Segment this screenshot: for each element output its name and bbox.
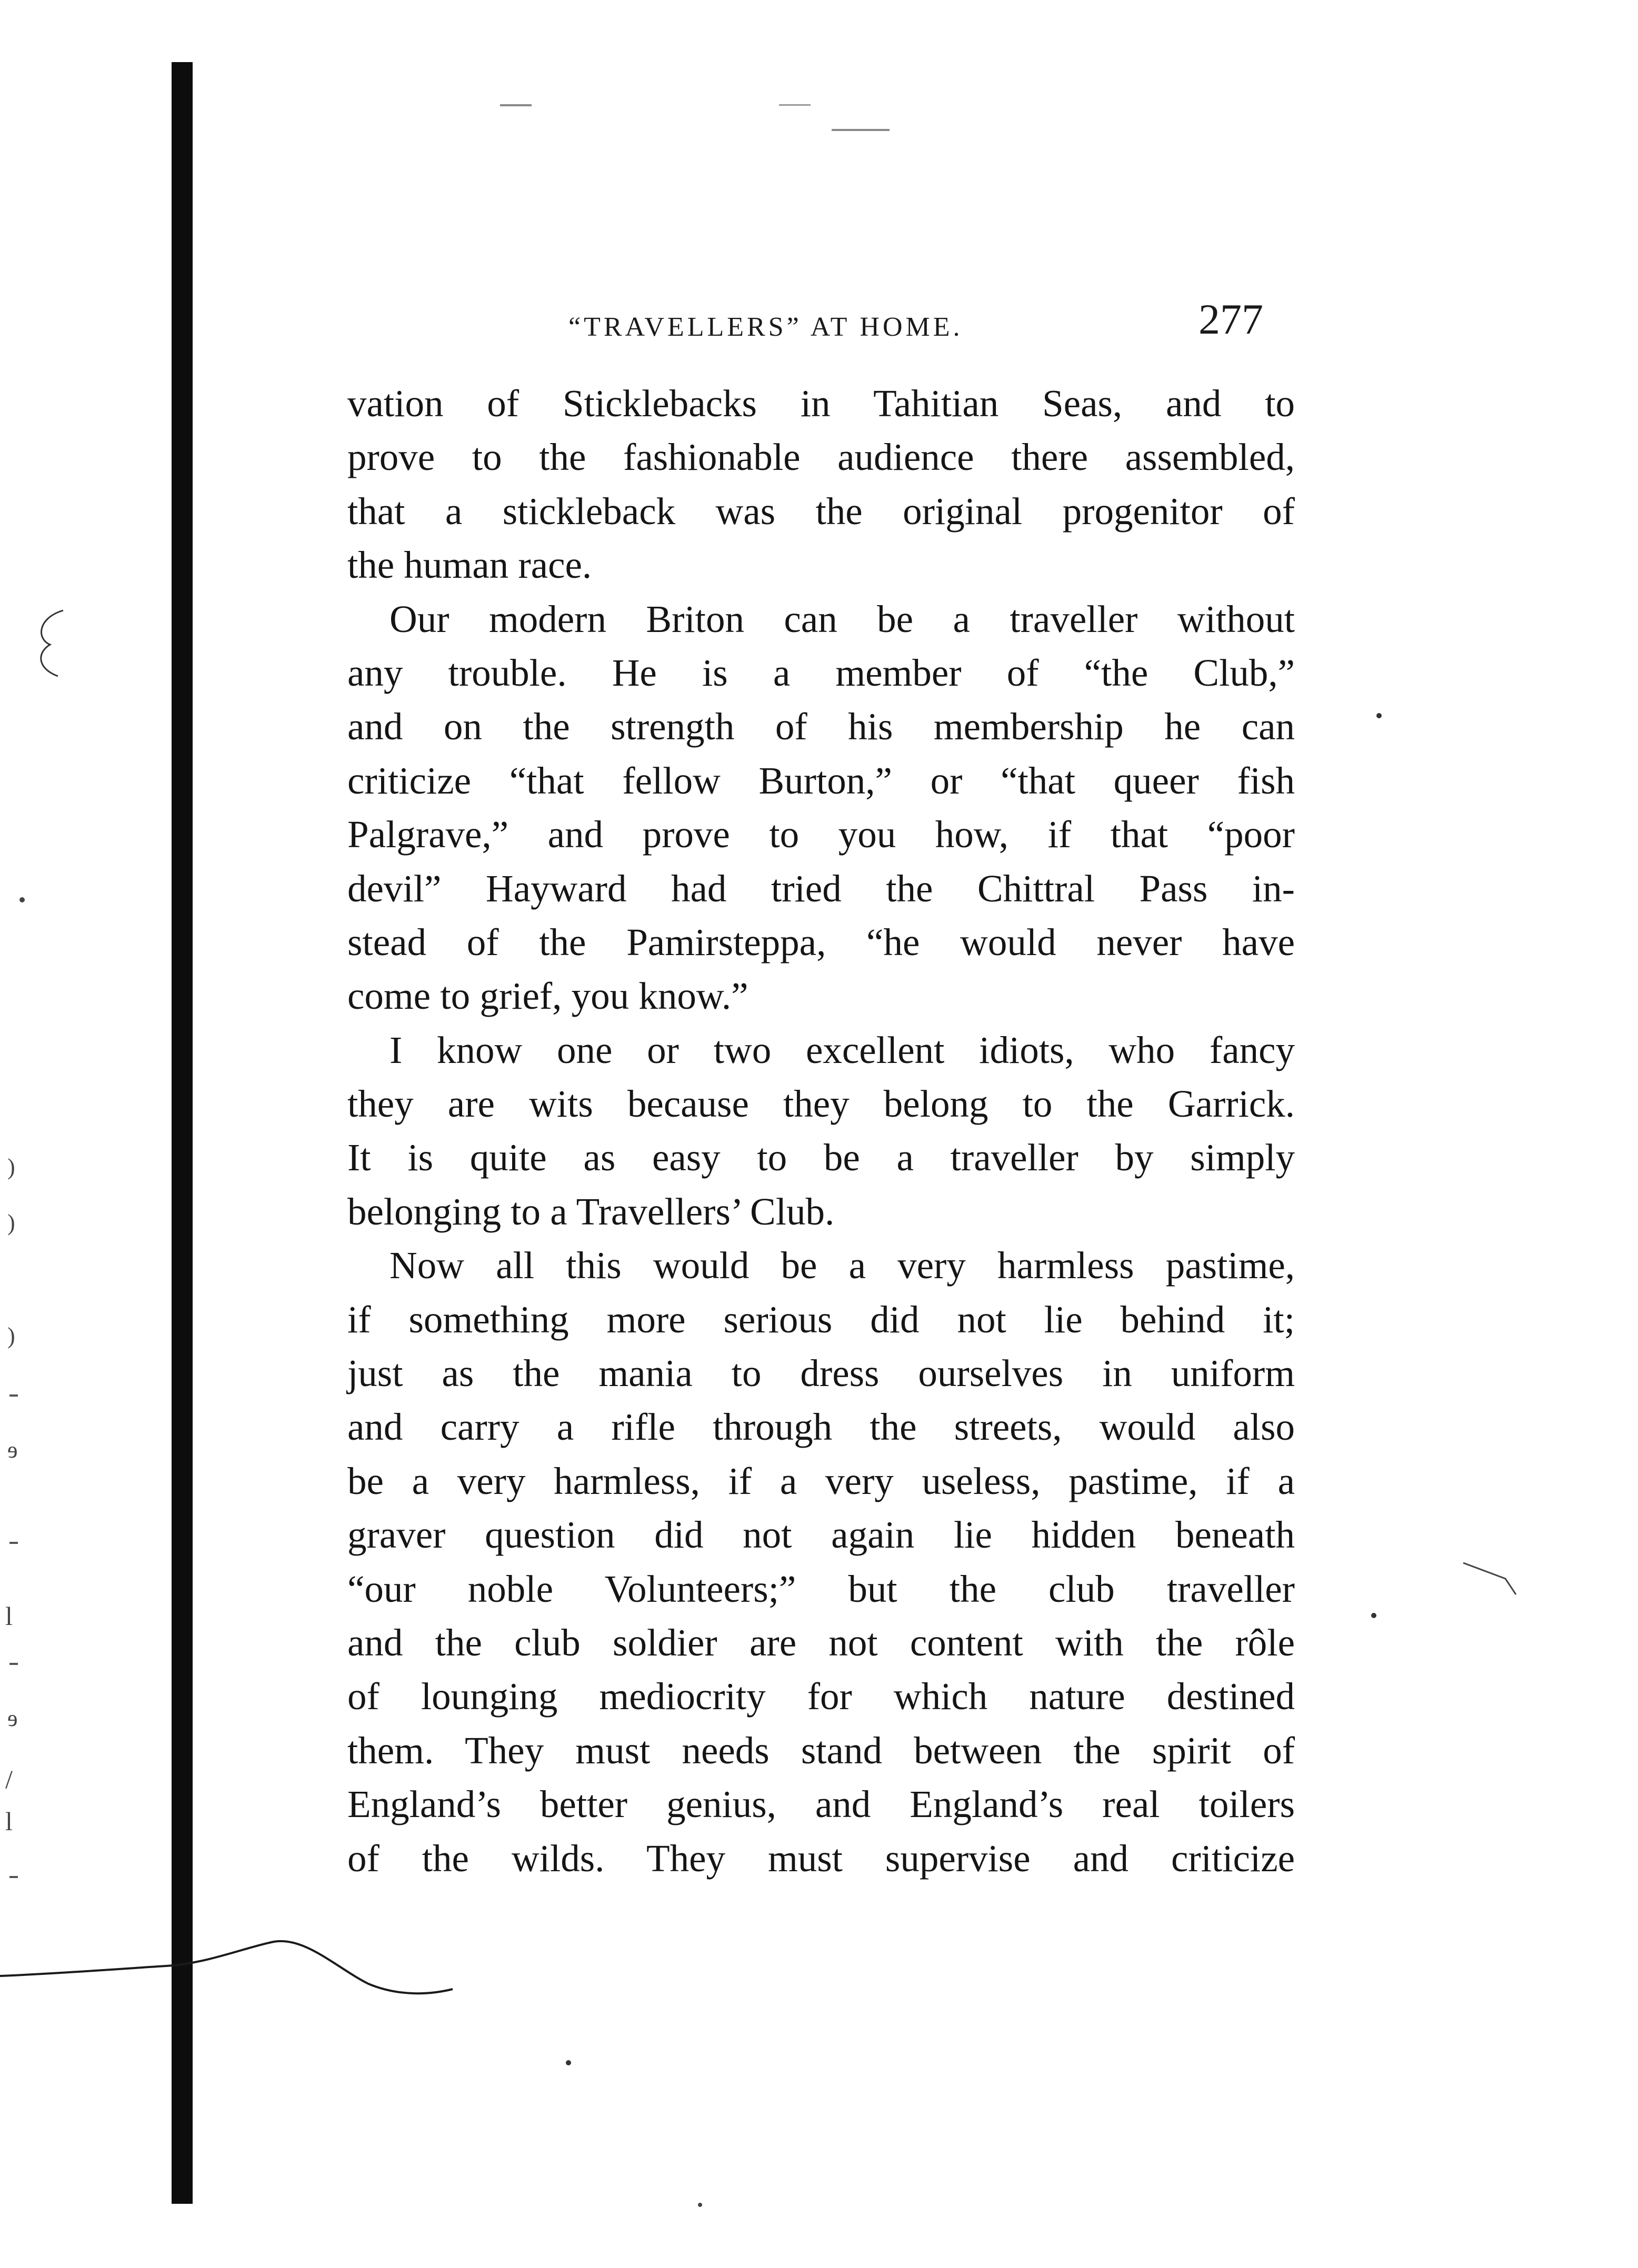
paragraph <box>347 593 1295 1023</box>
text-line: stead of the Pamirsteppa, “he would never have <box>347 920 1295 964</box>
text-line: just as the mania to dress ourselves in uniform <box>347 1352 1295 1395</box>
svg-text:): ) <box>7 1323 15 1349</box>
text-line: prove to the fashionable audience there assembled, <box>347 436 1295 479</box>
text-line: them. They must needs stand between the spirit of <box>347 1729 1295 1772</box>
text-line: and the club soldier are not content with the rôle <box>347 1621 1295 1664</box>
svg-text:ɘ: ɘ <box>7 1705 18 1731</box>
text-line: of the wilds. They must supervise and criticize <box>347 1837 1295 1880</box>
running-title: “TRAVELLERS” AT HOME. <box>568 312 963 342</box>
text-line: Palgrave,” and prove to you how, if that “poor <box>347 813 1295 856</box>
text-line: that a stickleback was the original progenitor of <box>347 489 1295 533</box>
svg-text:l: l <box>5 1601 13 1631</box>
text-line: Now all this would be a very harmless pastime, <box>389 1244 1295 1287</box>
page-number: 277 <box>1198 295 1263 343</box>
text-line: I know one or two excellent idiots, who fancy <box>389 1028 1295 1071</box>
text-line: the human race. <box>347 544 592 587</box>
running-head <box>347 295 1274 353</box>
text-line: It is quite as easy to be a traveller by simply <box>347 1136 1295 1179</box>
text-line: belonging to a Travellers’ Club. <box>347 1190 835 1233</box>
text-line: come to grief, you know.” <box>347 975 748 1018</box>
text-line: “our noble Volunteers;” but the club traveller <box>347 1567 1295 1610</box>
text-line: if something more serious did not lie behind it; <box>347 1298 1295 1341</box>
text-line: England’s better genius, and England’s real toilers <box>347 1783 1295 1826</box>
body-text <box>347 377 1295 1885</box>
svg-text:): ) <box>7 1154 15 1180</box>
paragraph <box>347 1239 1295 1885</box>
svg-text:): ) <box>7 1210 15 1236</box>
text-line: they are wits because they belong to the Garrick. <box>347 1082 1295 1126</box>
text-line: be a very harmless, if a very useless, pastime, if a <box>347 1459 1295 1502</box>
text-line: graver question did not again lie hidden beneath <box>347 1513 1295 1557</box>
paragraph <box>347 1023 1295 1239</box>
paragraph <box>347 377 1295 593</box>
text-line: and on the strength of his membership he can <box>347 705 1295 748</box>
svg-text:l: l <box>5 1807 13 1836</box>
svg-text:ɘ: ɘ <box>7 1437 18 1463</box>
text-line: vation of Sticklebacks in Tahitian Seas, and to <box>347 382 1295 425</box>
svg-text:/: / <box>5 1764 13 1794</box>
text-line: and carry a rifle through the streets, would also <box>347 1406 1295 1449</box>
text-line: criticize “that fellow Burton,” or “that queer fish <box>347 759 1295 802</box>
text-line: of lounging mediocrity for which nature destined <box>347 1675 1295 1718</box>
text-line: any trouble. He is a member of “the Club,” <box>347 651 1295 694</box>
text-line: Our modern Briton can be a traveller without <box>389 597 1295 640</box>
text-line: devil” Hayward had tried the Chittral Pass in- <box>347 867 1295 910</box>
